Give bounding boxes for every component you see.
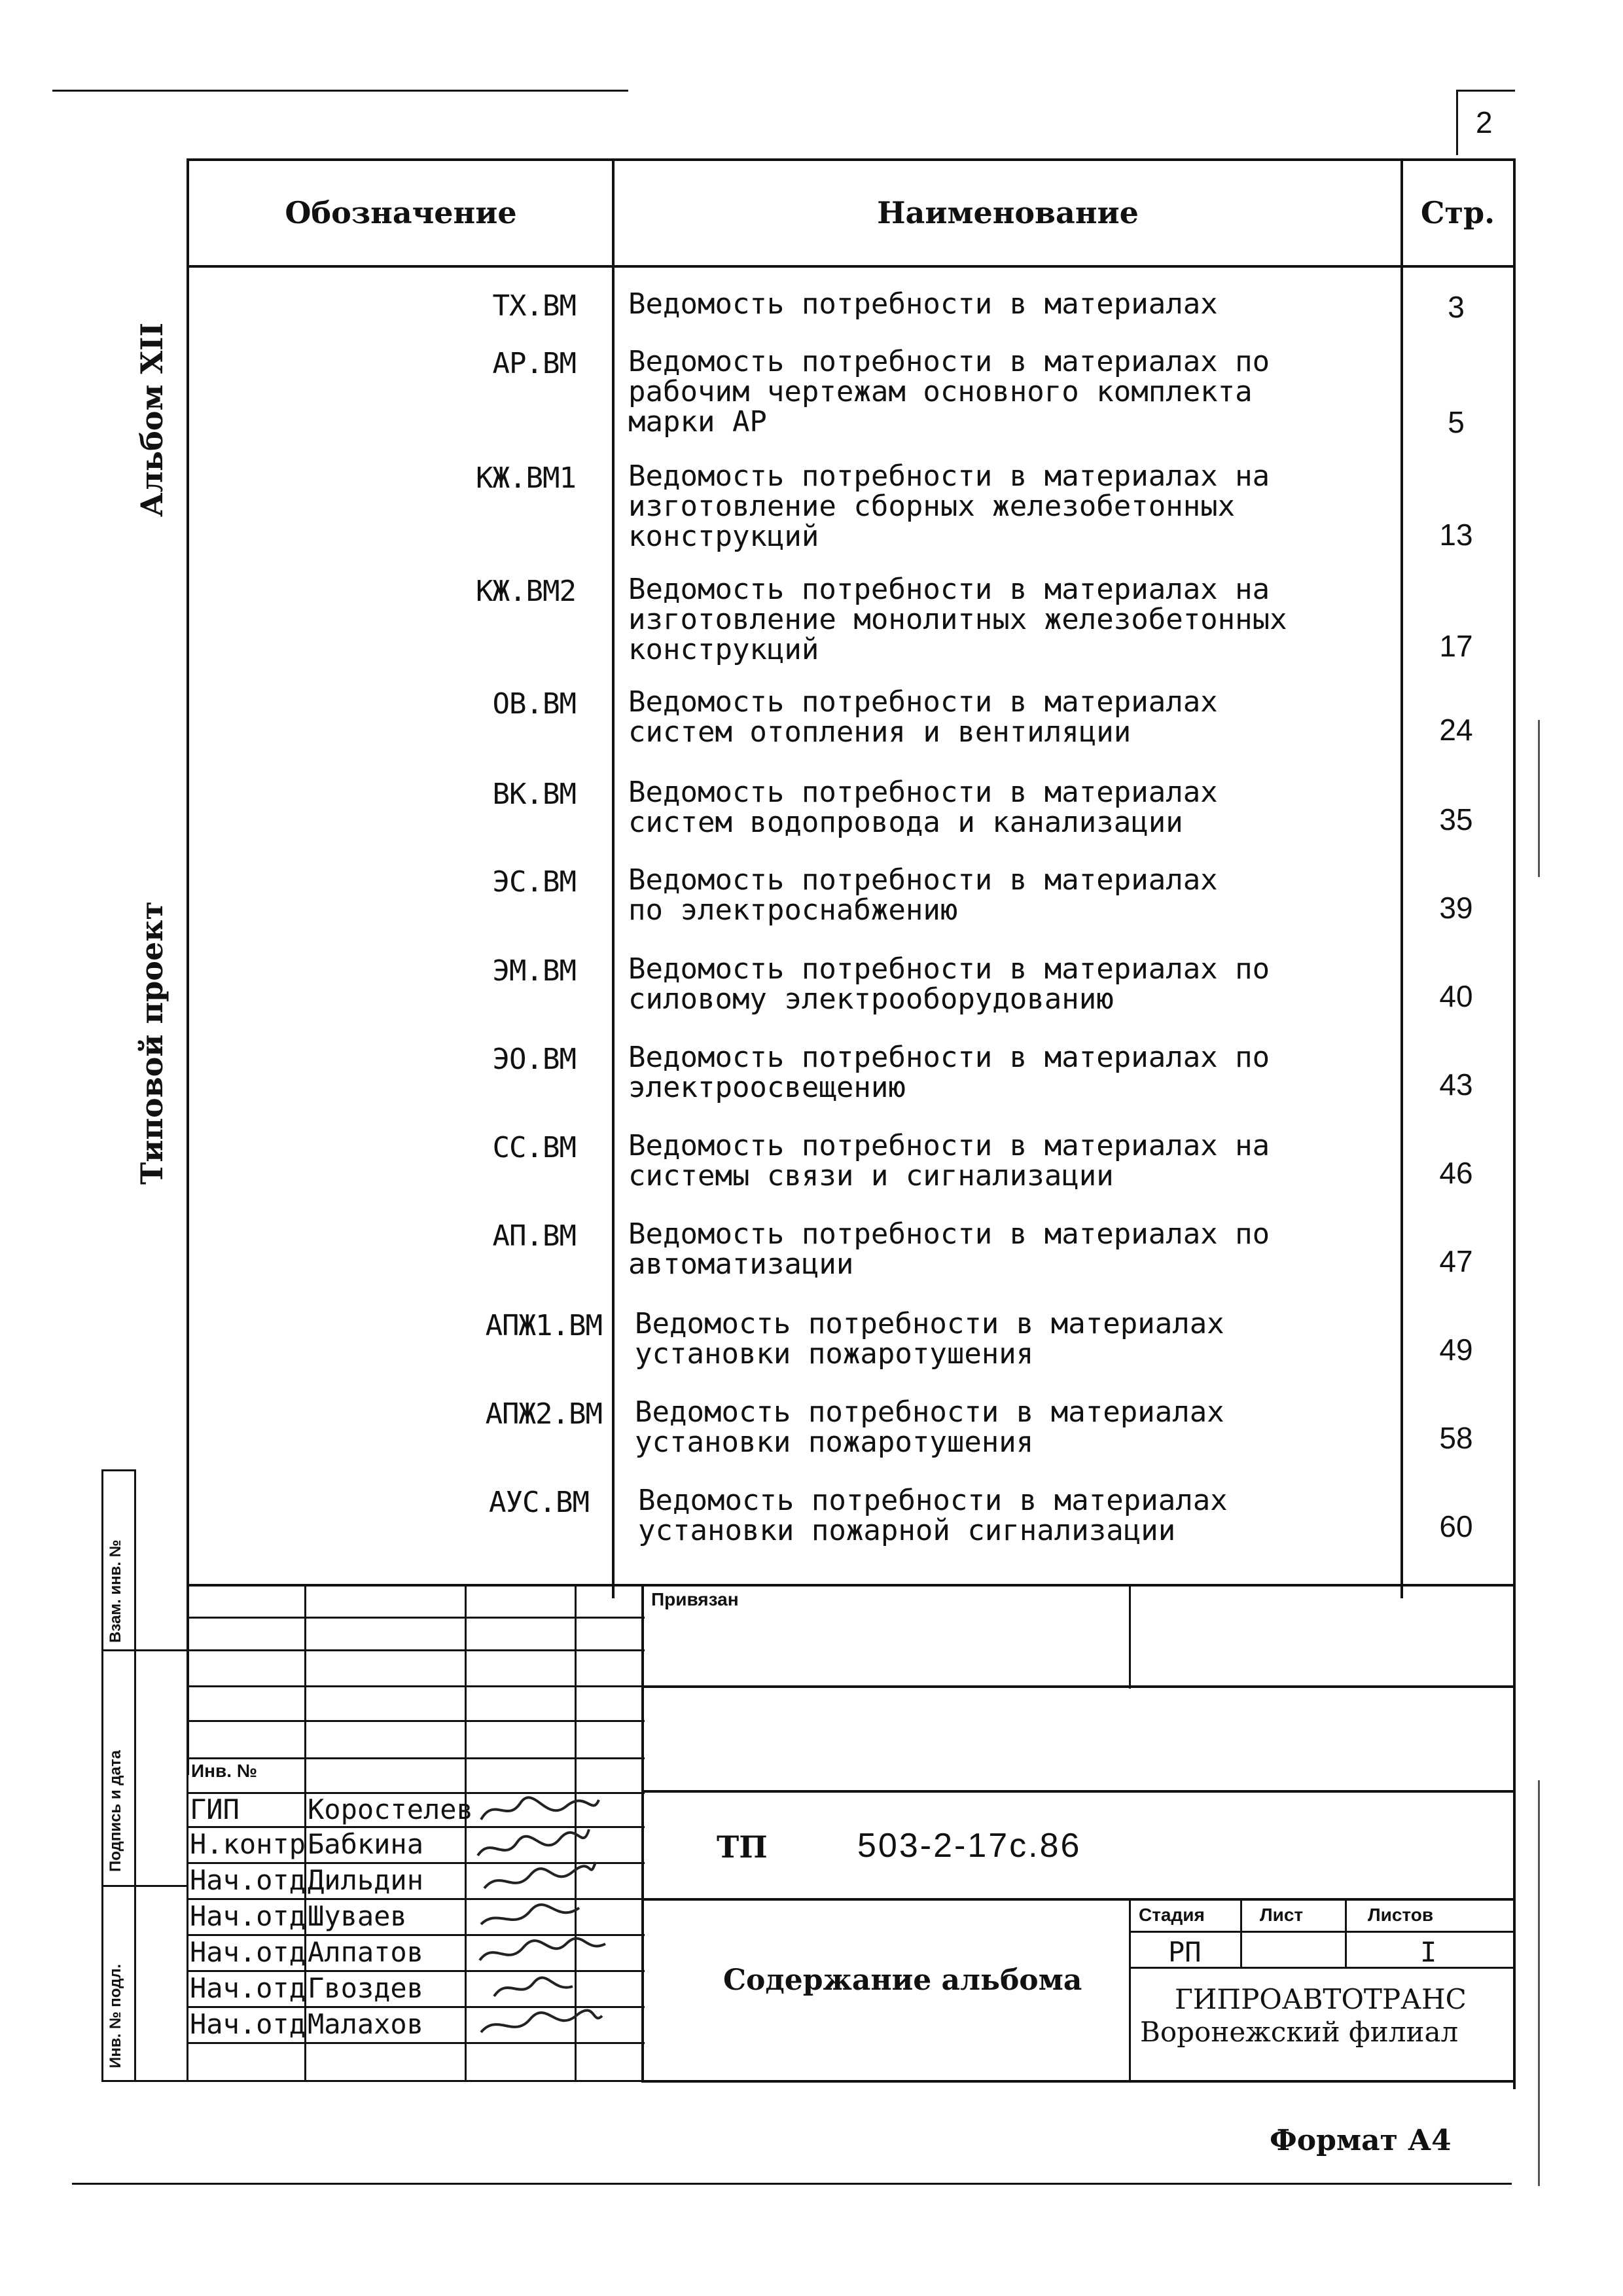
- role-name: Дильдин: [308, 1864, 424, 1896]
- tb-privyazan-divider: [1129, 1584, 1131, 1689]
- tb-row-line: [187, 1685, 645, 1687]
- row-code: АПЖ1.ВМ: [485, 1309, 602, 1342]
- role-label: ГИП: [190, 1793, 240, 1825]
- row-code: ЭО.ВМ: [492, 1043, 576, 1076]
- row-page: 24: [1439, 713, 1473, 747]
- org-branch: Воронежский филиал: [1140, 2016, 1459, 2048]
- header-name: Наименование: [877, 195, 1139, 230]
- tb-right-bottom: [641, 2080, 1515, 2083]
- stamp-left: [101, 1469, 103, 2081]
- role-label: Нач.отд: [190, 1864, 306, 1896]
- row-page: 58: [1439, 1421, 1473, 1455]
- side-inv-podl: Инв. № подл.: [107, 1964, 124, 2068]
- bottom-rule: [72, 2183, 1512, 2185]
- tb-stage-v1: [1240, 1898, 1242, 1969]
- row-name: Ведомость потребности в материалах на изготовление сборных железобетонных конструкций: [628, 459, 1270, 553]
- row-code: ОВ.ВМ: [492, 687, 576, 721]
- row-name: Ведомость потребности в материалах установки пожарной сигнализации: [638, 1484, 1228, 1547]
- sheets-label: Листов: [1368, 1905, 1434, 1925]
- row-code: АП.ВМ: [492, 1219, 576, 1253]
- stamp-sep-1: [101, 1649, 187, 1651]
- row-name: Ведомость потребности в материалах по автоматизации: [628, 1217, 1270, 1281]
- tb-stage-divider: [1129, 1898, 1131, 2081]
- stamp-sep-2: [101, 1885, 187, 1887]
- row-page: 17: [1439, 629, 1473, 663]
- row-code: КЖ.ВМ2: [476, 575, 576, 608]
- side-project: Типовой проект: [134, 901, 169, 1185]
- role-label: Нач.отд: [190, 1972, 306, 2004]
- role-name: Коростелев: [308, 1793, 473, 1825]
- row-name: Ведомость потребности в материалах на системы связи и сигнализации: [628, 1129, 1270, 1193]
- edge-mark: [1538, 1780, 1540, 2186]
- sheets-value: I: [1420, 1936, 1437, 1968]
- role-name: Бабкина: [308, 1828, 424, 1860]
- stage-value: РП: [1168, 1936, 1202, 1968]
- role-label: Нач.отд: [190, 1936, 306, 1968]
- role-label: Н.контр: [190, 1828, 306, 1860]
- role-label: Нач.отд: [190, 1900, 306, 1932]
- signature-mark: [481, 1797, 599, 1820]
- row-page: 35: [1439, 802, 1473, 836]
- col-divider-1: [612, 158, 615, 1598]
- row-page: 43: [1439, 1067, 1473, 1102]
- signature-mark: [484, 1862, 596, 1888]
- sheet-number-rule: [1456, 90, 1515, 92]
- row-name: Ведомость потребности в материалах систем отопления и вентиляции: [628, 685, 1218, 749]
- privyazan-label: Привязан: [651, 1589, 739, 1609]
- stage-label: Стадия: [1139, 1905, 1205, 1925]
- row-page: 3: [1448, 290, 1465, 324]
- sheet-number: 2: [1476, 105, 1493, 139]
- row-code: ЭМ.ВМ: [492, 954, 576, 988]
- side-album: Альбом ХII: [134, 322, 169, 517]
- stamp-top: [101, 1469, 135, 1471]
- doc-number: 503-2-17с.86: [857, 1827, 1082, 1865]
- row-page: 39: [1439, 891, 1473, 925]
- side-podpis: Подпись и дата: [107, 1750, 124, 1872]
- row-page: 49: [1439, 1333, 1473, 1367]
- side-vzam: Взам. инв. №: [107, 1539, 124, 1643]
- row-code: СС.ВМ: [492, 1131, 576, 1164]
- col-divider-2: [1400, 158, 1403, 1598]
- sheet-label: Лист: [1260, 1905, 1304, 1925]
- signatures: [468, 1790, 638, 2052]
- frame-top: [187, 158, 1515, 161]
- tb-right-h1: [641, 1685, 1515, 1688]
- tb-stage-h1: [1129, 1931, 1515, 1933]
- tb-row-line: [187, 1649, 645, 1651]
- row-page: 5: [1448, 405, 1465, 439]
- row-code: ЭС.ВМ: [492, 865, 576, 899]
- org-name: ГИПРОАВТОТРАНС: [1175, 1983, 1467, 2015]
- tb-right-h2: [641, 1790, 1515, 1793]
- row-page: 47: [1439, 1244, 1473, 1278]
- signature-mark: [494, 1978, 573, 1996]
- stamp-bottom: [101, 2080, 645, 2082]
- header-designation: Обозначение: [285, 195, 517, 230]
- row-code: КЖ.ВМ1: [476, 461, 576, 495]
- signature-mark: [480, 1939, 605, 1960]
- role-name: Гвоздев: [308, 1972, 424, 2004]
- stamp-col-divider: [134, 1469, 136, 2081]
- header-page: Стр.: [1420, 195, 1495, 230]
- row-page: 13: [1439, 518, 1473, 552]
- row-name: Ведомость потребности в материалах по силовому электрооборудованию: [628, 952, 1270, 1016]
- row-name: Ведомость потребности в материалах по рабочим чертежам основного комплекта марки АР: [628, 345, 1270, 439]
- tb-row-line: [187, 1720, 645, 1722]
- row-name: Ведомость потребности в материалах установки пожаротушения: [635, 1395, 1224, 1459]
- row-name: Ведомость потребности в материалах по электроосвещению: [628, 1041, 1270, 1104]
- tp-label: ТП: [717, 1829, 768, 1865]
- tb-top: [187, 1584, 1515, 1587]
- tb-row-line: [187, 1757, 645, 1759]
- edge-mark: [1538, 720, 1540, 877]
- doc-title: Содержание альбома: [723, 1964, 1082, 1997]
- format-label: Формат А4: [1270, 2124, 1452, 2157]
- row-page: 46: [1439, 1156, 1473, 1190]
- tb-right-h3: [641, 1898, 1515, 1901]
- signature-mark: [478, 1829, 589, 1856]
- header-bottom: [187, 265, 1515, 268]
- row-name: Ведомость потребности в материалах по электроснабжению: [628, 863, 1218, 927]
- tb-row-line: [187, 1617, 645, 1619]
- frame-left: [187, 158, 189, 1775]
- inv-no-label: Инв. №: [191, 1761, 258, 1781]
- role-label: Нач.отд: [190, 2008, 306, 2040]
- role-name: Малахов: [308, 2008, 424, 2040]
- frame-right: [1513, 158, 1516, 2089]
- row-name: Ведомость потребности в материалах систем водопровода и канализации: [628, 776, 1218, 839]
- sheet-number-divider: [1456, 90, 1458, 155]
- row-code: АУС.ВМ: [489, 1486, 589, 1519]
- tb-stage-v2: [1345, 1898, 1347, 1969]
- role-name: Алпатов: [308, 1936, 424, 1968]
- top-rule: [52, 90, 628, 92]
- signature-mark: [481, 2011, 602, 2032]
- signature-mark: [481, 1905, 579, 1924]
- role-name: Шуваев: [308, 1900, 407, 1932]
- row-name: Ведомость потребности в материалах установки пожаротушения: [635, 1307, 1224, 1371]
- row-code: ВК.ВМ: [492, 778, 576, 811]
- row-name: Ведомость потребности в материалах на изготовление монолитных железобетонных конструкций: [628, 573, 1287, 666]
- row-code: АПЖ2.ВМ: [485, 1397, 602, 1431]
- row-page: 40: [1439, 979, 1473, 1013]
- row-code: АР.ВМ: [492, 347, 576, 380]
- row-name: Ведомость потребности в материалах: [628, 287, 1218, 321]
- row-code: ТХ.ВМ: [492, 289, 576, 323]
- row-page: 60: [1439, 1509, 1473, 1543]
